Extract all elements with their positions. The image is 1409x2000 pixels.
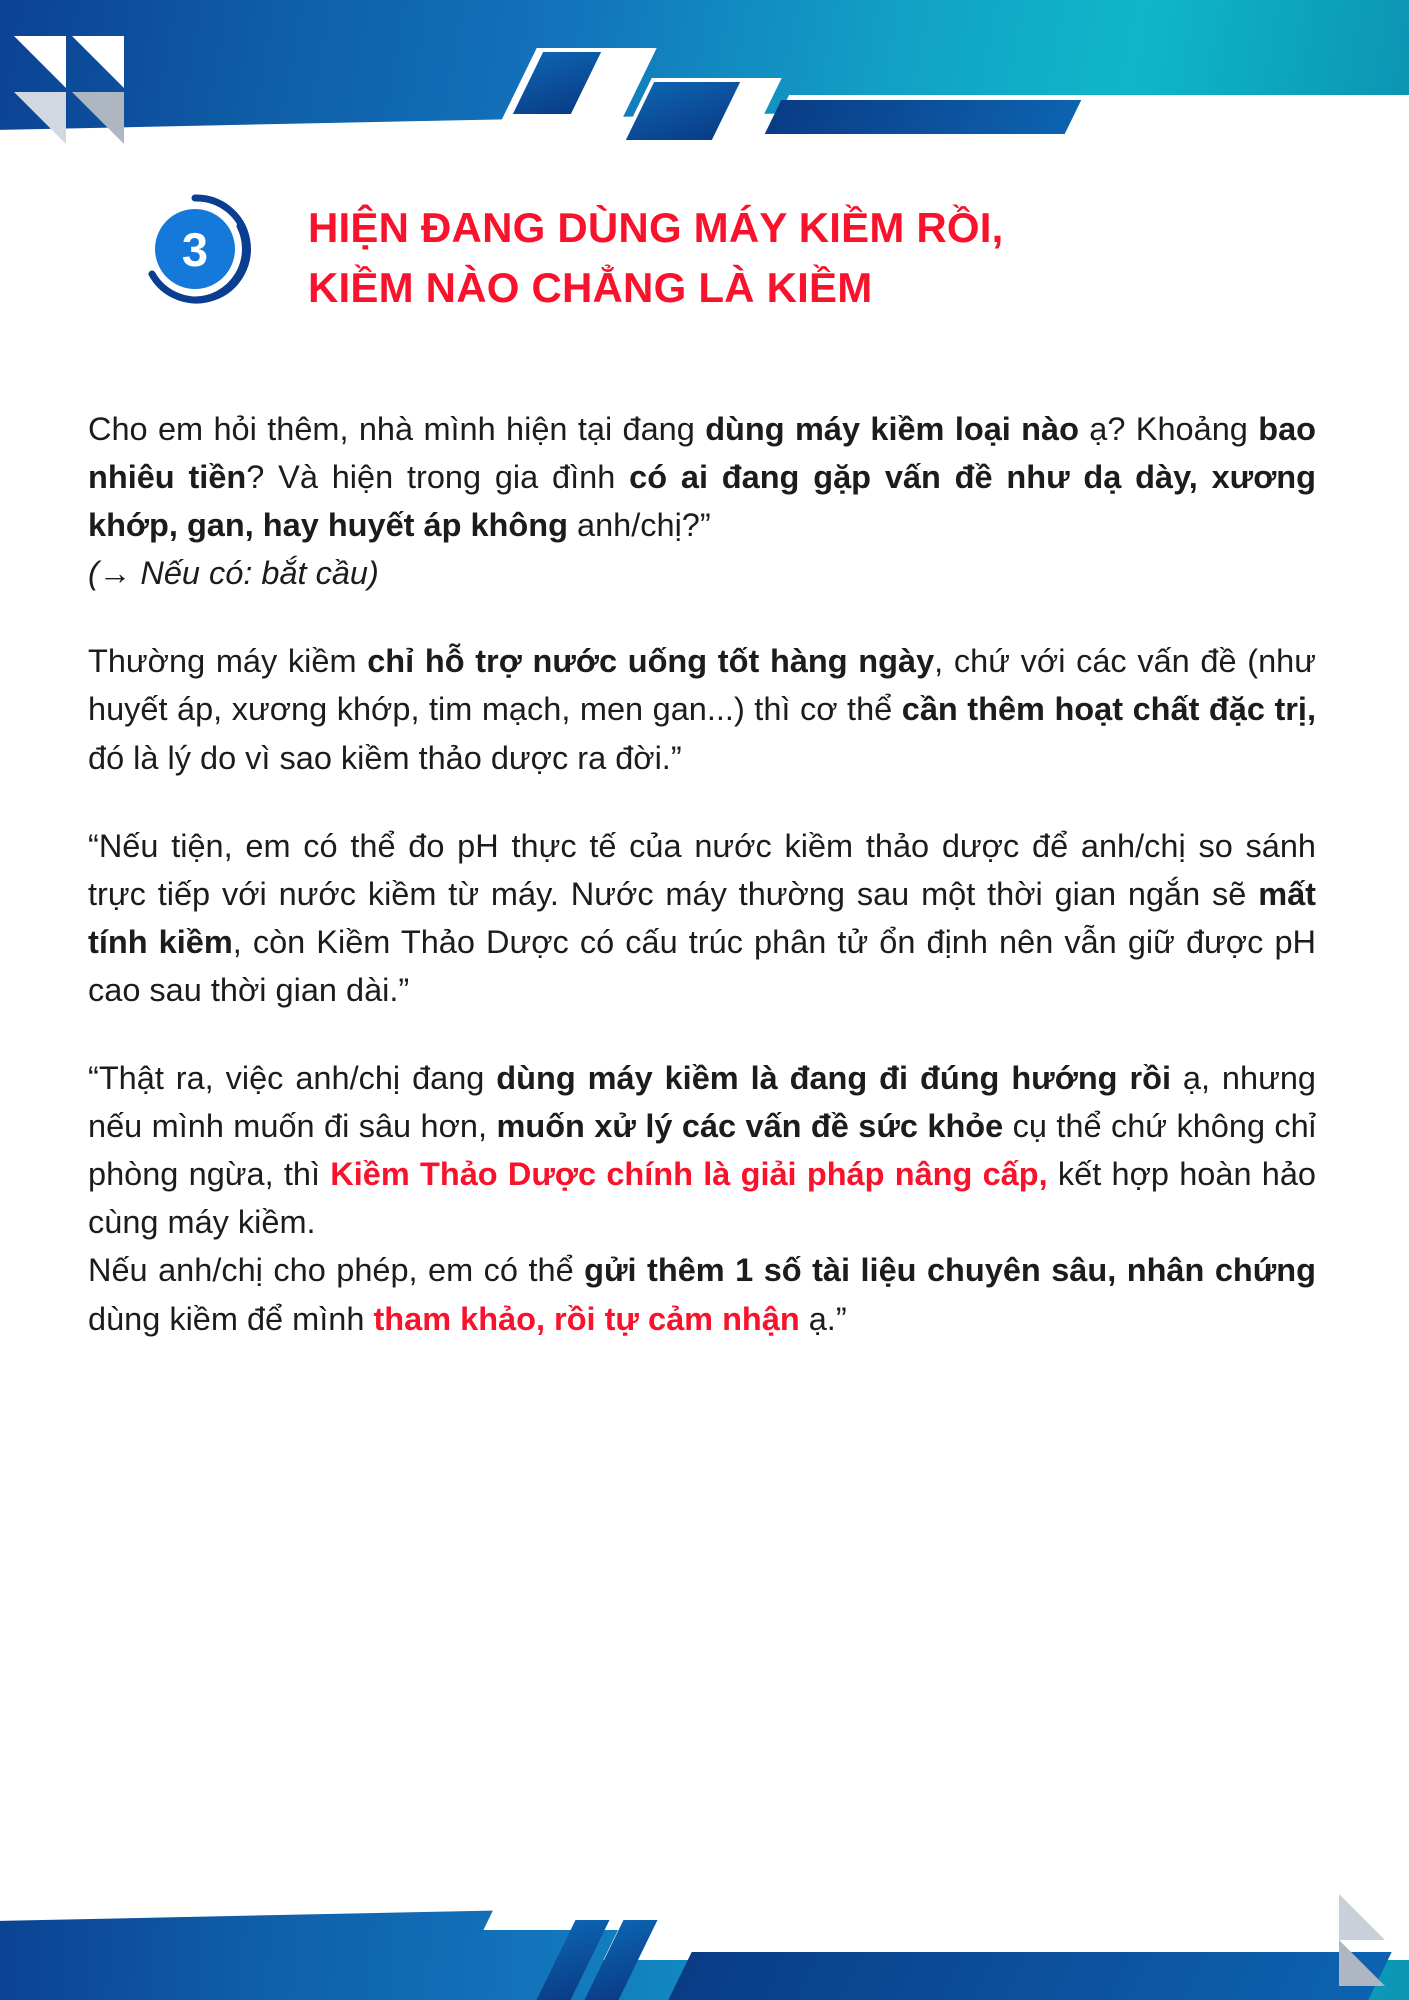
corner-triangle-white-2 [72, 36, 124, 88]
p4-bold-2: muốn xử lý các vấn đề sức khỏe [496, 1108, 1004, 1145]
p4-text-c: ạ, nhưng nếu mình muốn đi sâu hơn, [88, 1060, 1316, 1145]
p1-text-d: ? Và hiện trong gia đình [246, 459, 630, 496]
bottom-corner-triangle-2 [1339, 1940, 1385, 1986]
spacer-2 [88, 782, 1316, 822]
section-number-badge [132, 186, 258, 312]
paragraph-1 [88, 405, 1316, 549]
top-chip-3 [765, 100, 1082, 134]
bottom-notch-2 [603, 1810, 1409, 1960]
bottom-corner-triangle-1 [1339, 1894, 1385, 1940]
p1-text-a: Cho em hỏi thêm, nhà mình hiện tại đang [88, 411, 706, 447]
p4-text-a: “Thật ra, việc anh/chị đang [88, 1060, 497, 1097]
corner-triangle-grey-2 [72, 92, 124, 144]
corner-triangle-white-1 [14, 36, 66, 88]
body-content [88, 405, 1316, 1343]
p4-bold-1: dùng máy kiềm là đang đi đúng hướng rồi [496, 1060, 1171, 1097]
p2-bold-1: chỉ hỗ trợ nước uống tốt hàng ngày [367, 643, 935, 680]
bottom-chip-3 [668, 1952, 1391, 2000]
p1-bold-3: có ai đang gặp vấn đề như dạ dày, xương khớp, gan, hay huyết áp không [88, 459, 1317, 544]
p3-bold-1: mất tính kiềm [88, 875, 1316, 960]
paragraph-3 [88, 822, 1316, 1014]
section-title [308, 198, 1308, 317]
bottom-decorative-band [0, 1780, 1409, 2000]
p4-text-d: cụ thể chứ không chỉ phòng ngừa, thì [88, 1108, 1316, 1193]
p1-text-e: anh/chị?” [567, 507, 711, 544]
paragraph-4 [88, 1054, 1316, 1246]
p5-text-c: dùng kiềm để mình [88, 1300, 374, 1337]
section-title-line-1: HIỆN ĐANG DÙNG MÁY KIỀM RỒI, [308, 204, 1004, 251]
paragraph-2 [88, 637, 1316, 781]
p2-bold-2: cần thêm hoạt chất đặc trị, [901, 691, 1316, 728]
p5-red-1: tham khảo, rồi tự cảm nhận [373, 1300, 800, 1337]
p5-bold-1: gửi thêm 1 số tài liệu chuyên sâu, nhân chứng [584, 1252, 1317, 1289]
p1-bold-2: bao nhiêu tiền [88, 411, 1316, 496]
paragraph-1-note: (→ Nếu có: bắt cầu) [88, 555, 379, 592]
top-decorative-band [0, 0, 1409, 150]
section-number-text: 3 [181, 222, 209, 276]
spacer-3 [88, 1014, 1316, 1054]
section-header [0, 186, 1409, 316]
spacer-1 [88, 597, 1316, 637]
p5-text-a: Nếu anh/chị cho phép, em có thể [88, 1252, 585, 1289]
p1-text-c: ạ? Khoảng [1078, 411, 1259, 447]
p1-bold-1: dùng máy kiềm loại nào [705, 411, 1079, 447]
p2-text-d: đó là lý do vì sao kiềm thảo dược ra đời.” [88, 739, 682, 776]
paragraph-5 [88, 1246, 1316, 1342]
p2-text-a: Thường máy kiềm [88, 643, 368, 680]
p4-red-1: Kiềm Thảo Dược chính là giải pháp nâng cấp, [330, 1156, 1048, 1193]
corner-triangle-grey-1 [14, 92, 66, 144]
section-title-line-2: KIỀM NÀO CHẲNG LÀ KIỀM [308, 263, 873, 311]
p5-text-d: ạ.” [799, 1300, 847, 1337]
p2-text-c: , chứ với các vấn đề (như huyết áp, xương khớp, tim mạch, men gan...) thì cơ thể [88, 643, 1316, 728]
p4-text-e: kết hợp hoàn hảo cùng máy kiềm. [88, 1156, 1316, 1241]
p3-text-a: “Nếu tiện, em có thể đo pH thực tế của nước kiềm thảo dược để anh/chị so sánh trực tiếp với nước kiềm từ máy. Nước máy thường sau một thời gian ngắn sẽ [88, 827, 1316, 912]
p3-text-c: , còn Kiềm Thảo Dược có cấu trúc phân tử ổn định nên vẫn giữ được pH cao sau thời gian dài.” [88, 923, 1316, 1008]
